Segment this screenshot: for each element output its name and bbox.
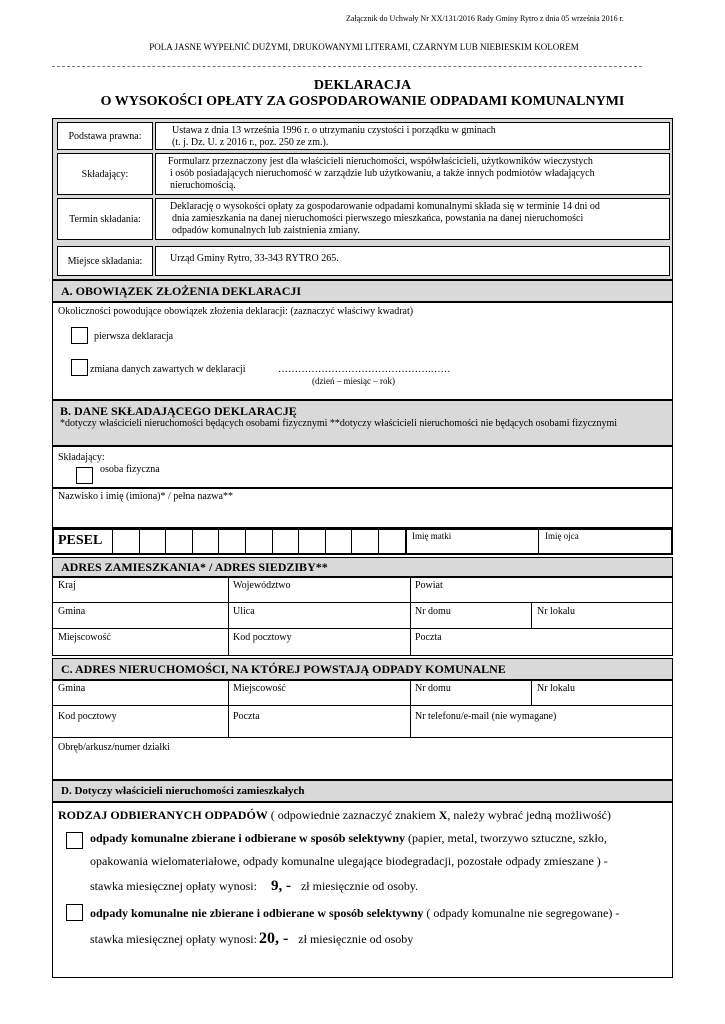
mixed-rate-label: stawka miesięcznej opłaty wynosi: — [90, 932, 257, 946]
waste-type-hint-x: X — [438, 808, 448, 822]
title-line1: DEKLARACJA — [313, 78, 412, 93]
plot-number-field[interactable]: Obręb/arkusz/numer działki — [58, 742, 170, 753]
mixed-rate-unit: zł miesięcznie od osoby — [298, 932, 414, 946]
waste-type-title: RODZAJ ODBIERANYCH ODPADÓW — [58, 808, 268, 822]
pesel-divider — [405, 528, 407, 555]
section-c-grid — [52, 680, 673, 780]
phone-email-field[interactable]: Nr telefonu/e-mail (nie wymagane) — [415, 711, 557, 722]
change-date-field[interactable]: ……………………………………….…… — [278, 364, 451, 375]
pesel-digit-cell[interactable] — [218, 528, 245, 555]
address-col-line-2 — [410, 577, 411, 656]
postal-code-field[interactable]: Kod pocztowy — [233, 632, 292, 643]
pesel-digit-cell[interactable] — [165, 528, 192, 555]
street-field[interactable]: Ulica — [233, 606, 255, 617]
c-row-line-1 — [52, 705, 673, 706]
property-postal-code-field[interactable]: Kod pocztowy — [58, 711, 117, 722]
mixed-rate-line — [90, 930, 413, 948]
pesel-digit-cell[interactable] — [325, 528, 352, 555]
pesel-digit-cell[interactable] — [192, 528, 219, 555]
property-commune-field[interactable]: Gmina — [58, 683, 86, 694]
flat-no-field[interactable]: Nr lokalu — [537, 606, 576, 617]
title-line2: O WYSOKOŚCI OPŁATY ZA GOSPODAROWANIE ODPADAMI KOMUNALNYMI — [100, 94, 625, 109]
place-value-box — [155, 246, 670, 276]
waste-type-hint-b: , należy wybrać jedną możliwość) — [447, 808, 611, 822]
address-header: ADRES ZAMIESZKANIA* / ADRES SIEDZIBY** — [52, 557, 673, 577]
pesel-digit-cell[interactable] — [139, 528, 166, 555]
address-row-line-2 — [52, 628, 673, 629]
deadline-label: Termin składania: — [57, 198, 153, 240]
father-name-field[interactable]: Imię ojca — [545, 531, 579, 541]
name-label: Nazwisko i imię (imiona)* / pełna nazwa** — [58, 491, 233, 502]
mixed-waste-checkbox[interactable] — [66, 904, 83, 921]
legal-basis-line1: Ustawa z dnia 13 września 1996 r. o utrzymaniu czystości i porządku w gminach — [172, 125, 496, 136]
date-format-hint: (dzień – miesiąc – rok) — [312, 376, 395, 386]
mixed-option-line1 — [90, 906, 619, 921]
submitter-type-label: Składający: — [58, 452, 105, 463]
legal-basis-line2: (t. j. Dz. U. z 2016 r., poz. 250 ze zm.). — [172, 137, 329, 148]
section-c-header: C. ADRES NIERUCHOMOŚCI, NA KTÓREJ POWSTAJĄ ODPADY KOMUNALNE — [52, 658, 673, 680]
parents-divider — [538, 528, 539, 555]
property-flat-no-field[interactable]: Nr lokalu — [537, 683, 576, 694]
address-col-line-3 — [531, 602, 532, 628]
waste-type-hint-a: ( odpowiednie zaznaczyć znakiem — [267, 808, 439, 822]
selective-option-line2: opakowania wielomateriałowe, odpady komunalne ulegające biodegradacji, pozostałe odpady zmieszane ) - — [90, 854, 608, 868]
mixed-rate-value: 20, - — [258, 930, 289, 947]
pesel-digit-cell[interactable] — [298, 528, 325, 555]
pesel-digit-cell[interactable] — [272, 528, 299, 555]
change-data-label: zmiana danych zawartych w deklaracji — [90, 364, 246, 375]
pesel-label: PESEL — [58, 533, 103, 548]
waste-type-heading — [58, 808, 611, 823]
pesel-digit-cell[interactable] — [378, 528, 405, 555]
c-row-line-2 — [52, 737, 673, 738]
section-b-note: *dotyczy właścicieli nieruchomości będących osobami fizycznymi **dotyczy właścicieli nieruchomości nie będących osobami fizycznymi — [60, 418, 618, 429]
section-b-title: B. DANE SKŁADAJĄCEGO DEKLARACJĘ — [60, 404, 297, 418]
legal-basis-value — [155, 122, 670, 150]
selective-option-bold: odpady komunalne zbierane i odbierane w sposób selektywny — [90, 831, 406, 845]
submitter-value — [155, 153, 670, 195]
section-d-header: D. Dotyczy właścicieli nieruchomości zamieszkałych — [52, 780, 673, 802]
address-row-line-1 — [52, 602, 673, 603]
c-col-line-2 — [410, 680, 411, 737]
voivodeship-field[interactable]: Województwo — [233, 580, 291, 591]
address-col-line-1 — [228, 577, 229, 656]
deadline-value — [155, 198, 670, 240]
locality-field[interactable]: Miejscowość — [58, 632, 111, 643]
property-locality-field[interactable]: Miejscowość — [233, 683, 286, 694]
selective-rate-label: stawka miesięcznej opłaty wynosi: — [90, 879, 257, 893]
natural-person-label: osoba fizyczna — [100, 464, 160, 475]
mixed-option-bold: odpady komunalne nie zbierane i odbierane w sposób selektywny — [90, 906, 424, 920]
selective-option-line1 — [90, 831, 607, 846]
post-office-field[interactable]: Poczta — [415, 632, 442, 643]
c-col-line-1 — [228, 680, 229, 737]
section-a-header: A. OBOWIĄZEK ZŁOŻENIA DEKLARACJI — [52, 280, 673, 302]
submitter-label: Składający: — [57, 153, 153, 195]
pesel-digit-cell[interactable] — [245, 528, 272, 555]
place-value: Urząd Gminy Rytro, 33-343 RYTRO 265. — [170, 253, 339, 264]
header-divider — [52, 66, 642, 67]
address-grid — [52, 577, 673, 656]
fill-instruction: POLA JASNE WYPEŁNIĆ DUŻYMI, DRUKOWANYMI LITERAMI, CZARNYM LUB NIEBIESKIM KOLOREM — [149, 42, 579, 52]
country-field[interactable]: Kraj — [58, 580, 76, 591]
mother-name-field[interactable]: Imię matki — [412, 531, 452, 541]
property-house-no-field[interactable]: Nr domu — [415, 683, 451, 694]
property-post-office-field[interactable]: Poczta — [233, 711, 260, 722]
deadline-line1: Deklarację o wysokości opłaty za gospodarowanie odpadami komunalnymi składa się w terminie 14 dni od — [170, 201, 600, 212]
natural-person-checkbox[interactable] — [76, 467, 93, 484]
selective-rate-unit: zł miesięcznie od osoby. — [300, 879, 419, 893]
commune-field[interactable]: Gmina — [58, 606, 86, 617]
selective-rate-value: 9, - — [270, 878, 291, 894]
legal-basis-label: Podstawa prawna: — [57, 122, 153, 150]
submitter-line1: Formularz przeznaczony jest dla właścicieli nieruchomości, współwłaścicieli, użytkowników wieczystych — [168, 156, 593, 167]
deadline-line2: dnia zamieszkania na danej nieruchomości pierwszego mieszkańca, powstania na danej nieruchomości — [172, 213, 584, 224]
selective-rate-line — [90, 878, 418, 895]
first-declaration-checkbox[interactable] — [71, 327, 88, 344]
district-field[interactable]: Powiat — [415, 580, 443, 591]
selective-option-rest: (papier, metal, tworzywo sztuczne, szkło, — [405, 831, 607, 845]
house-no-field[interactable]: Nr domu — [415, 606, 451, 617]
change-data-checkbox[interactable] — [71, 359, 88, 376]
pesel-digit-cell[interactable] — [351, 528, 378, 555]
c-col-line-3 — [531, 680, 532, 705]
deadline-line3: odpadów komunalnych lub zaistnienia zmiany. — [172, 225, 360, 236]
place-label: Miejsce składania: — [57, 246, 153, 276]
circumstances-label: Okoliczności powodujące obowiązek złożenia deklaracji: (zaznaczyć właściwy kwadrat) — [58, 306, 414, 317]
submitter-line3: nieruchomością. — [170, 180, 236, 191]
section-b-header — [52, 400, 673, 446]
mixed-option-rest: ( odpady komunalne nie segregowane) - — [423, 906, 620, 920]
first-declaration-label: pierwsza deklaracja — [94, 331, 174, 342]
submitter-line2: i osób posiadających nieruchomość w zarządzie lub użytkowaniu, a także innych podmiotów władających — [170, 168, 595, 179]
selective-waste-checkbox[interactable] — [66, 832, 83, 849]
attachment-note: Załącznik do Uchwały Nr XX/131/2016 Rady Gminy Rytro z dnia 05 września 2016 r. — [346, 14, 624, 23]
pesel-digit-cell[interactable] — [112, 528, 139, 555]
